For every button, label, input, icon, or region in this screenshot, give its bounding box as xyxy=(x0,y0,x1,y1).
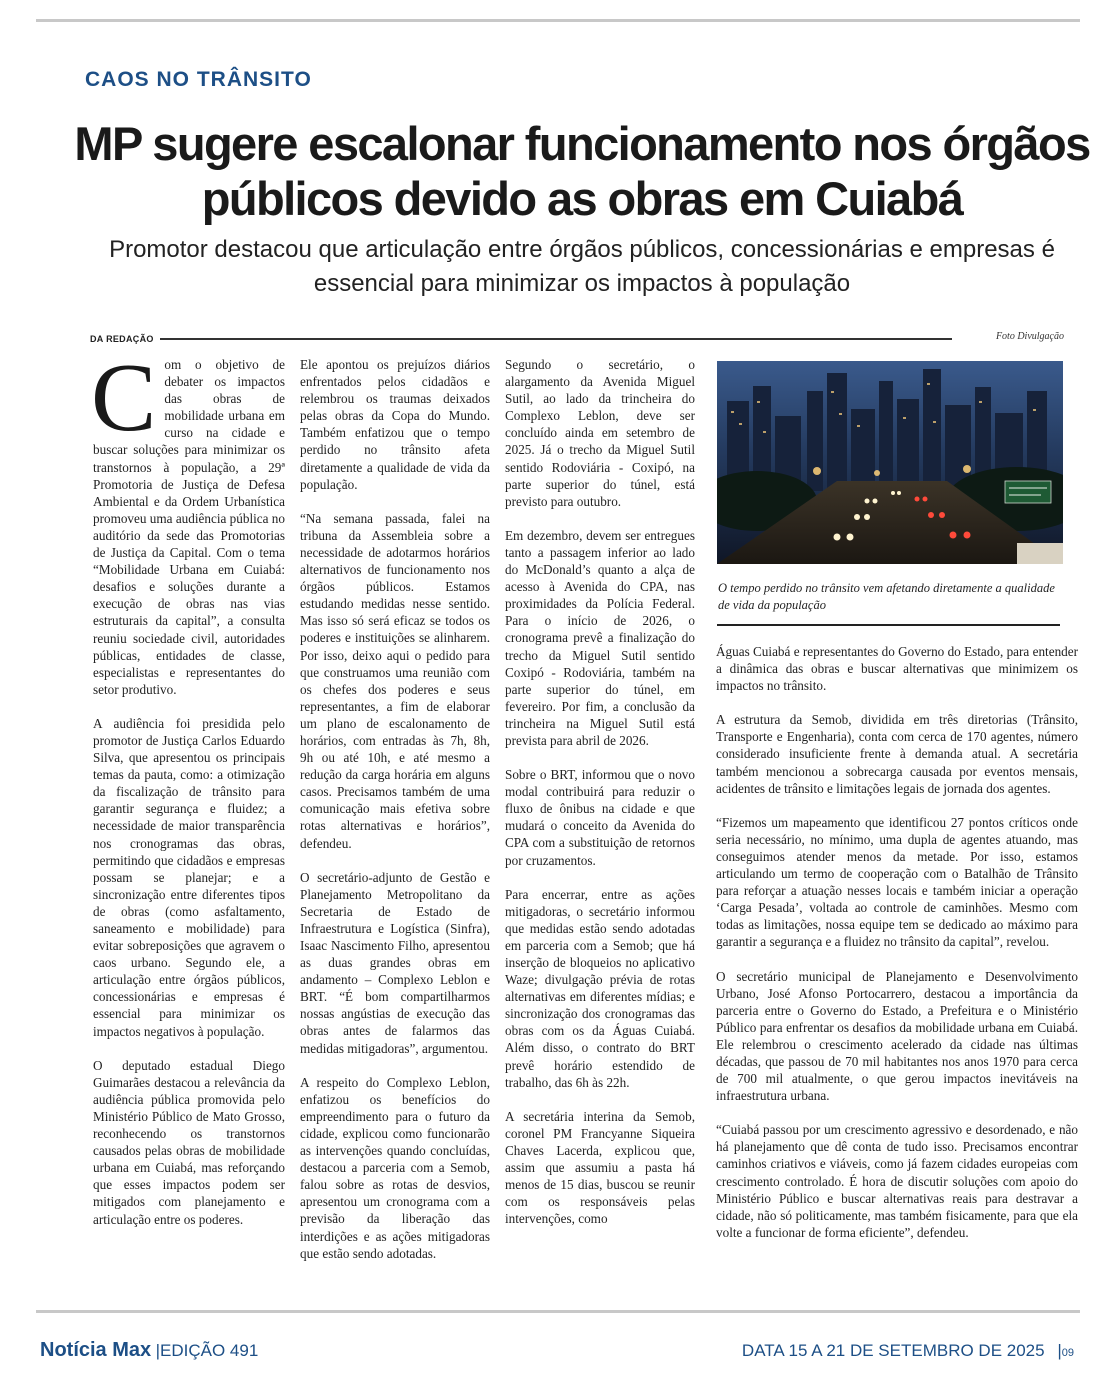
paragraph: “Na semana passada, falei na tribuna da Assembleia sobre a necessidade de adotarmos horários alternativos de funcionamento nos órgãos públicos. Estamos estudando medidas nesse sentido. Mas isso só será eficaz se todos os poderes e instituições se alinharem. Por isso, deixo aqui o pedido para que construamos uma reunião com os chefes dos poderes e seus representantes, a fim de elaborar um plano de escalonamento de horários, com entradas às 7h, 8h, 9h ou até 10h, e até mesmo a redução da carga horária em alguns casos. Precisamos também de uma comunicação mais efetiva sobre rotas alternativas e horários”, defendeu. xyxy=(300,510,490,851)
paragraph: Em dezembro, devem ser entregues tanto a passagem inferior ao lado do McDonald’s quanto a alça de acesso à Avenida do CPA, nas proximidades da Polícia Federal. Para o início de 2026, o cronograma prevê a finalização do trecho da Miguel Sutil sentido Coxipó - Rodoviária, também na parte superior do túnel, em fevereiro. Por fim, a conclusão da trincheira na Miguel Sutil está prevista para abril de 2026. xyxy=(505,527,695,748)
brand-name: Notícia Max xyxy=(40,1339,152,1361)
paragraph: Segundo o secretário, o alargamento da Avenida Miguel Sutil, ao lado da trincheira do Complexo Leblon, deve ser concluído ainda em setembro de 2025. Já o trecho da Miguel Sutil sentido Rodoviária - Coxipó, na parte superior do túnel, está previsto para outubro. xyxy=(505,357,695,509)
paragraph: Ele apontou os prejuízos diários enfrentados pelos cidadãos e relembrou os traumas deixados pelas obras da Copa do Mundo. Também enfatizou que o tempo perdido no trânsito afeta diretamente a qualidade de vida da população. xyxy=(300,357,490,492)
paragraph: A audiência foi presidida pelo promotor de Justiça Carlos Eduardo Silva, que apresentou os principais temas da pauta, como: a otimização da fiscalização de trânsito para garantir segurança e fluidez; a necessidade de maior transparência nos cronogramas das obras, permitindo que cidadãos e empresas possam se planejar; e a sincronização entre diferentes tipos de obras (como asfaltamento, saneamento e mobilidade) para evitar sobreposições que agravem o caos urbano. Segundo ele, a articulação entre órgãos públicos, concessionárias e empresas é essencial para minimizar os impactos negativos à população. xyxy=(93,715,285,1039)
article-column-2 xyxy=(300,356,490,1279)
paragraph: “Cuiabá passou por um crescimento agressivo e desordenado, e não há planejamento que dê conta de tudo isso. Precisamos encontrar caminhos criativos e viáveis, como já fazem cidades europeias com crescimento controlado. É hora de discutir soluções com apoio do Ministério Público e buscar alternativas reais para destravar a cidade, não só politicamente, mas também fisicamente, para que ela volte a funcionar de forma eficiente”, defendeu. xyxy=(716,1122,1078,1240)
photo-credit: Foto Divulgação xyxy=(995,331,1064,342)
paragraph: Para encerrar, entre as ações mitigadoras, o secretário informou que medidas estão sendo adotadas em parceria com a Semob; que há inserção de bloqueios no aplicativo Waze; divulgação prévia de rotas alternativas em diferentes mídias; e sincronização dos cronogramas das obras com os da Águas Cuiabá. Além disso, o contrato do BRT prevê horário estendido de trabalho, das 6h às 22h. xyxy=(505,886,695,1090)
subheadline: Promotor destacou que articulação entre órgãos públicos, concessionárias e empresas é essencial para minimizar os impactos à população xyxy=(109,236,1055,297)
page-number: 09 xyxy=(1061,1347,1074,1359)
paragraph: A respeito do Complexo Leblon, enfatizou os benefícios do empreendimento para o futuro da cidade, explicou como funcionarão as intervenções quando concluídas, destacou a parceria com a Semob, falou sobre as rotas de desvios, apresentou um cronograma com a previsão da liberação das interdições e as ações mitigadoras que estão sendo adotadas. xyxy=(300,1074,490,1261)
article-column-1 xyxy=(91,344,285,1245)
headline: MP sugere escalonar funcionamento nos órgãos públicos devido as obras em Cuiabá xyxy=(74,117,1090,225)
section-kicker: CAOS NO TRÂNSITO xyxy=(85,68,312,91)
article-column-3 xyxy=(505,356,695,1244)
paragraph: “Fizemos um mapeamento que identificou 27 pontos críticos onde seria necessário, no mínimo, uma dupla de agentes atuando, mas conseguimos atender menos da metade. Por isso, estamos articulando um termo de cooperação com o Batalhão de Trânsito para reforçar a atuação nesses locais e também iniciar a operação ‘Carga Pesada’, voltada ao controle de caminhões. Mesmo com todas as limitações, nossa equipe tem se dedicado ao máximo para garantir a segurança e a fluidez no trânsito da capital”, revelou. xyxy=(716,814,1078,950)
page-separator: | xyxy=(1057,1341,1062,1360)
byline-rule xyxy=(160,338,952,340)
caption-rule xyxy=(717,624,1060,626)
paragraph: O secretário-adjunto de Gestão e Planejamento Metropolitano da Secretaria de Estado de Infraestrutura e Logística (Sinfra), Isaac Nascimento Filho, apresentou as duas grandes obras em andamento – Complexo Leblon e BRT. “É bom compartilharmos nossas angústias de execução das obras antes de falarmos das medidas mitigadoras”, argumentou. xyxy=(300,869,490,1056)
paragraph: Sobre o BRT, informou que o novo modal contribuirá para reduzir o fluxo de ônibus na cidade e que mudará o conceito da Avenida do CPA com a substituição de retornos por cruzamentos. xyxy=(505,767,695,868)
byline: DA REDAÇÃO xyxy=(90,334,154,344)
bottom-rule xyxy=(36,1310,1080,1313)
paragraph: O secretário municipal de Planejamento e Desenvolvimento Urbano, José Afonso Portocarrero, destacou a importância da parceria entre o Governo do Estado, a Prefeitura e o Ministério Público para enfrentar os desafios da mobilidade urbana em Cuiabá. Ele relembrou o crescimento acelerado da cidade nas últimas décadas, que passou de 70 mil habitantes nos anos 1970 para cerca de 700 mil atualmente, o que gerou impactos inevitáveis na infraestrutura urbana. xyxy=(716,968,1078,1104)
paragraph: O deputado estadual Diego Guimarães destacou a relevância da audiência pública promovida pelo Ministério Público de Mato Grosso, reconhecendo os transtornos causados pelas obras de mobilidade urbana em Cuiabá, mas reforçando que esses impactos podem ser mitigados com planejamento e articulação entre os poderes. xyxy=(93,1057,285,1227)
paragraph: Com o objetivo de debater os impactos das obras de mobilidade urbana em curso na cidade e buscar soluções para minimizar os transtornos à população, a 29ª Promotoria de Justiça de Defesa Ambiental e da Ordem Urbanística promoveu uma audiência pública no auditório da sede das Promotorias de Justiça da Capital. Com o tema “Mobilidade Urbana em Cuiabá: desafios e soluções durante a execução de obras nas vias estruturais da capital”, a consulta reuniu sociedade civil, autoridades públicas, entidades de classe, especialistas e representantes do setor produtivo. xyxy=(91,344,285,697)
night-traffic-photo xyxy=(717,361,1063,564)
footer-brand xyxy=(40,1339,258,1362)
top-rule xyxy=(36,19,1080,22)
date-label: DATA 15 A 21 DE SETEMBRO DE 2025 xyxy=(741,1341,1045,1360)
article-column-4 xyxy=(716,643,1078,1258)
dropcap: C xyxy=(91,344,157,452)
footer-date xyxy=(742,1341,1074,1361)
paragraph: A secretária interina da Semob, coronel PM Francyanne Siqueira Chaves Lacerda, explicou que, assim que assumiu a pasta há menos de 15 dias, buscou se reunir com os responsáveis pelas intervenções, como xyxy=(505,1108,695,1227)
edition-label: |EDIÇÃO 491 xyxy=(155,1341,259,1360)
paragraph: Águas Cuiabá e representantes do Governo do Estado, para entender a dinâmica das obras e buscar alternativas que minimizem os impactos no trânsito. xyxy=(716,644,1078,694)
photo-caption: O tempo perdido no trânsito vem afetando diretamente a qualidade de vida da população xyxy=(718,581,1055,612)
paragraph: A estrutura da Semob, dividida em três diretorias (Trânsito, Transporte e Engenharia), conta com cerca de 170 agentes, número considerado insuficiente frente à demanda atual. A secretária também mencionou a sobrecarga causada por eventos mensais, acidentes de trânsito e limitações legais de jornada dos agentes. xyxy=(716,712,1078,796)
